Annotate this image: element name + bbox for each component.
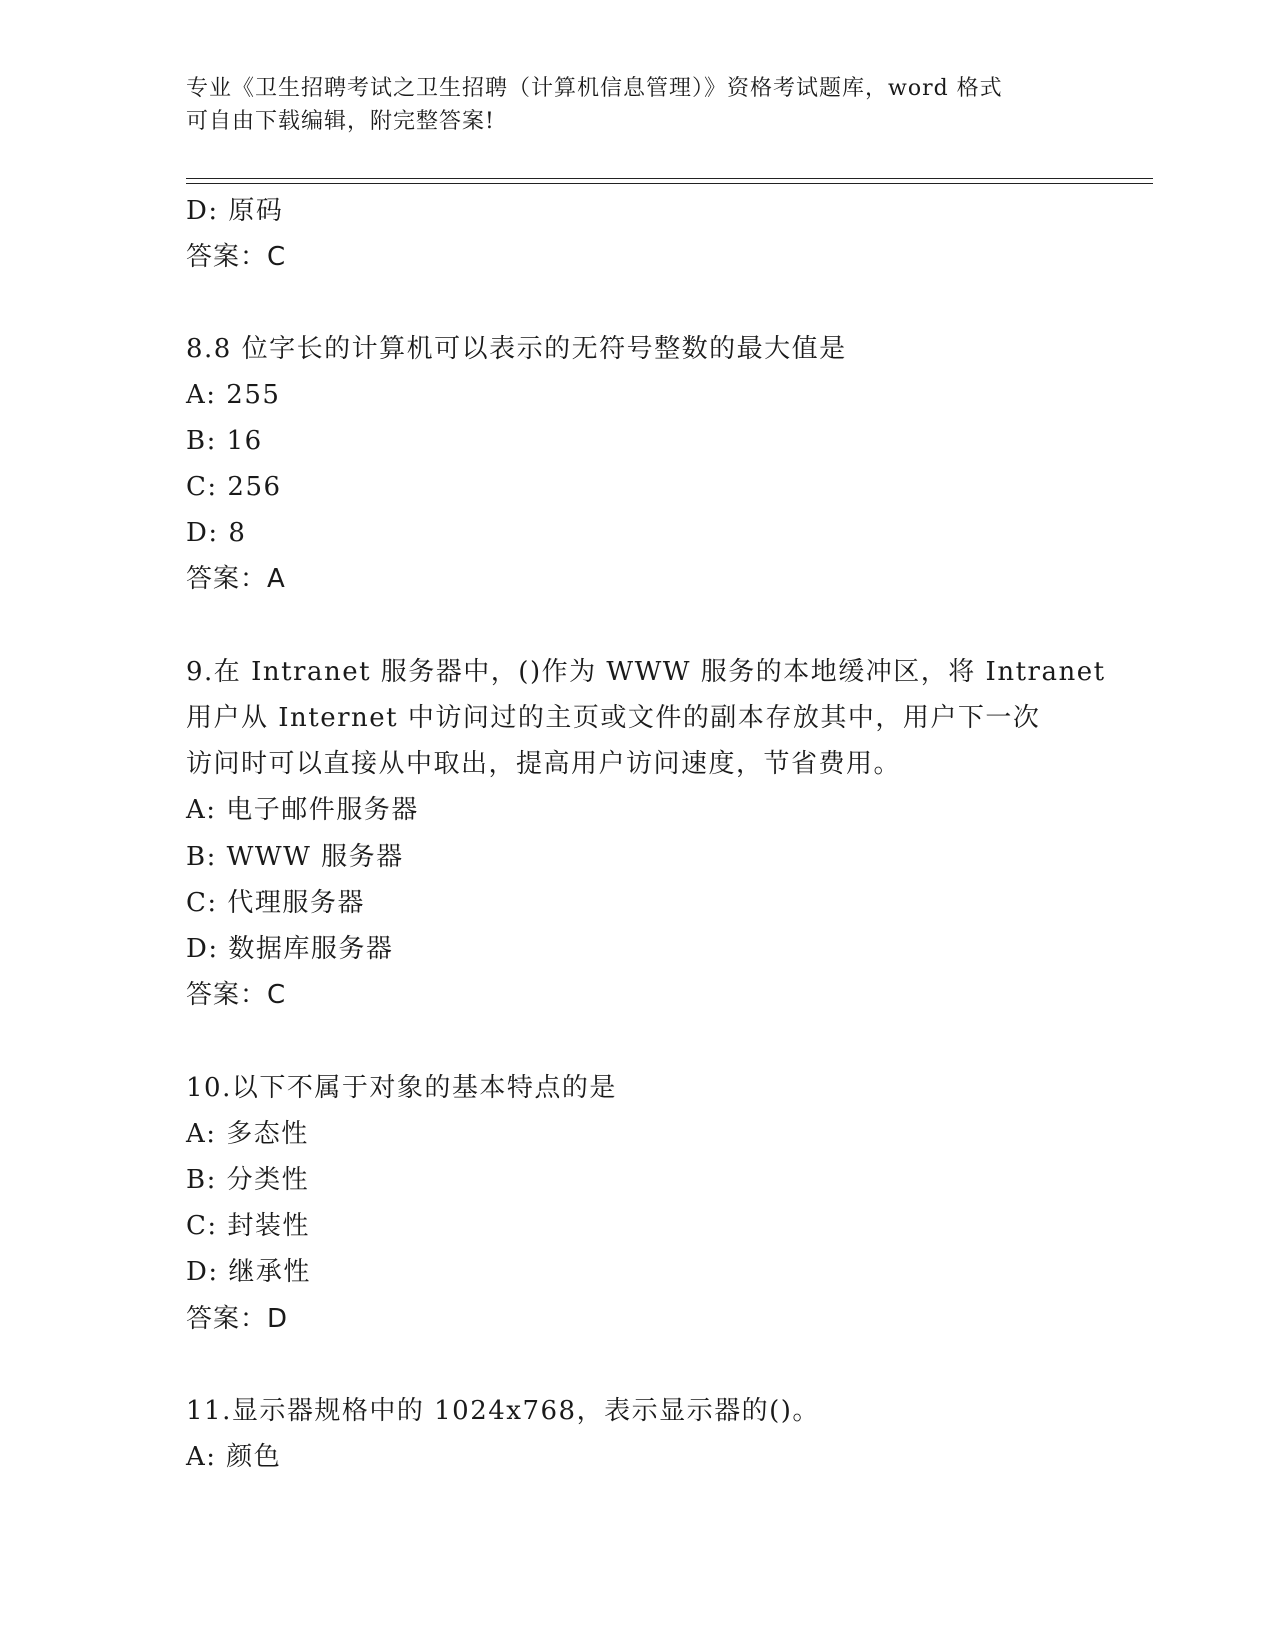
answer: 答案：D: [186, 1304, 289, 1334]
question-stem: 8.8 位字长的计算机可以表示的无符号整数的最大值是: [186, 334, 847, 364]
header-divider-top: [186, 178, 1153, 179]
question-stem-line-2: 用户从 Internet 中访问过的主页或文件的副本存放其中，用户下一次: [186, 703, 1041, 733]
option-d: D: 数据库服务器: [186, 934, 394, 964]
header-line-2: 可自由下载编辑，附完整答案!: [186, 109, 495, 134]
option-c: C: 256: [186, 472, 282, 502]
header-divider-bottom: [186, 183, 1153, 184]
option-d: D: 继承性: [186, 1257, 311, 1287]
prev-option-d: D: 原码: [186, 196, 284, 226]
option-c: C: 封装性: [186, 1211, 310, 1241]
prev-answer: 答案：C: [186, 242, 287, 272]
document-header: [186, 72, 1086, 138]
option-c: C: 代理服务器: [186, 888, 365, 918]
option-a: A: 颜色: [186, 1442, 282, 1472]
question-stem-line-1: 9.在 Intranet 服务器中，()作为 WWW 服务的本地缓冲区，将 Intranet: [186, 657, 1106, 687]
option-a: A: 电子邮件服务器: [186, 795, 419, 825]
answer: 答案：C: [186, 980, 287, 1010]
option-b: B: 分类性: [186, 1165, 310, 1195]
answer: 答案：A: [186, 564, 286, 594]
option-b: B: 16: [186, 426, 263, 456]
option-a: A: 255: [186, 380, 281, 410]
header-line-1: 专业《卫生招聘考试之卫生招聘（计算机信息管理）》资格考试题库，word 格式: [186, 76, 1003, 101]
option-a: A: 多态性: [186, 1119, 309, 1149]
question-stem: 10.以下不属于对象的基本特点的是: [186, 1073, 617, 1103]
option-b: B: WWW 服务器: [186, 842, 404, 872]
question-stem-line-3: 访问时可以直接从中取出，提高用户访问速度，节省费用。: [186, 749, 902, 779]
question-stem: 11.显示器规格中的 1024x768，表示显示器的()。: [186, 1396, 820, 1426]
option-d: D: 8: [186, 518, 247, 548]
